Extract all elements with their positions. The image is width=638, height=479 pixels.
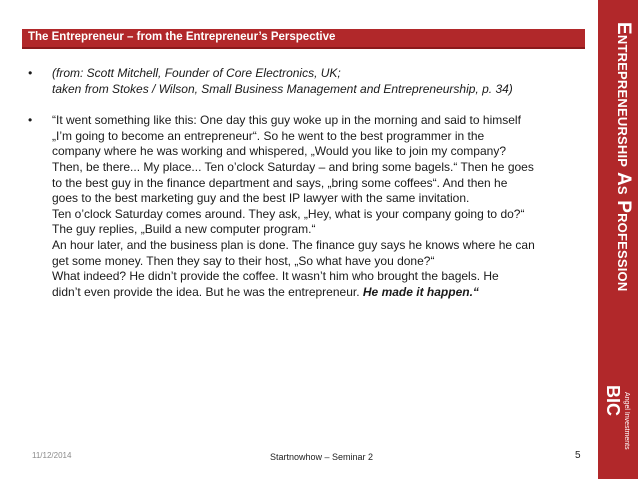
- quote-last-line: [52, 285, 586, 301]
- footer-title: Startnowhow – Seminar 2: [270, 452, 374, 462]
- bullet-source: [26, 66, 586, 97]
- source-line-1: (from: Scott Mitchell, Founder of Core Electronics, UK;: [52, 66, 341, 80]
- bic-logo: BIC: [603, 385, 623, 416]
- quote-line: „I’m going to become an entrepreneur“. So he went to the best programmer in the: [52, 128, 485, 143]
- bic-logo-subtitle: Angel Investments: [623, 392, 630, 450]
- bullet-marker: •: [28, 113, 33, 128]
- page-number: 5: [575, 450, 581, 461]
- bullet-marker: •: [28, 66, 33, 80]
- quote-line: Then, be there... My place... Ten o’clock Saturday – and bring some bagels.“ Then he goes: [52, 159, 534, 174]
- quote-line: Ten o’clock Saturday comes around. They ask, „Hey, what is your company going to do?“: [52, 206, 525, 221]
- quote-line: get some money. Then they say to their host, „So what have you done?“: [52, 253, 435, 268]
- footer-date: 11/12/2014: [32, 451, 72, 460]
- source-line-2: taken from Stokes / Wilson, Small Business Management and Entrepreneurship, p. 34): [52, 81, 513, 96]
- slide-title: The Entrepreneur – from the Entrepreneur’s Perspective: [28, 31, 336, 43]
- bullet-quote: [26, 113, 586, 300]
- quote-line-text: didn’t even provide the idea. But he was the entrepreneur.: [52, 284, 360, 299]
- quote-emphasis: He made it happen.“: [362, 284, 479, 299]
- quote-line: An hour later, and the business plan is done. The finance guy says he knows where he can: [52, 237, 535, 252]
- quote-line: goes to the best marketing guy and the best IP lawyer with the same invitation.: [52, 191, 470, 206]
- quote-line: to the best guy in the finance department and says, „bring some coffees“. And then he: [52, 175, 508, 190]
- quote-line: company where he was working and whispered, „Would you like to join my company?: [52, 144, 507, 159]
- quote-line: The guy replies, „Build a new computer program.“: [52, 222, 316, 237]
- slide-title-bar: [22, 29, 585, 49]
- side-title: Entrepreneurship As Profession: [613, 22, 634, 292]
- slide-content: [26, 66, 586, 300]
- quote-line: What indeed? He didn’t provide the coffee. It wasn’t him who brought the bagels. He: [52, 269, 499, 284]
- quote-line: “It went something like this: One day this guy woke up in the morning and said to himself: [52, 113, 521, 128]
